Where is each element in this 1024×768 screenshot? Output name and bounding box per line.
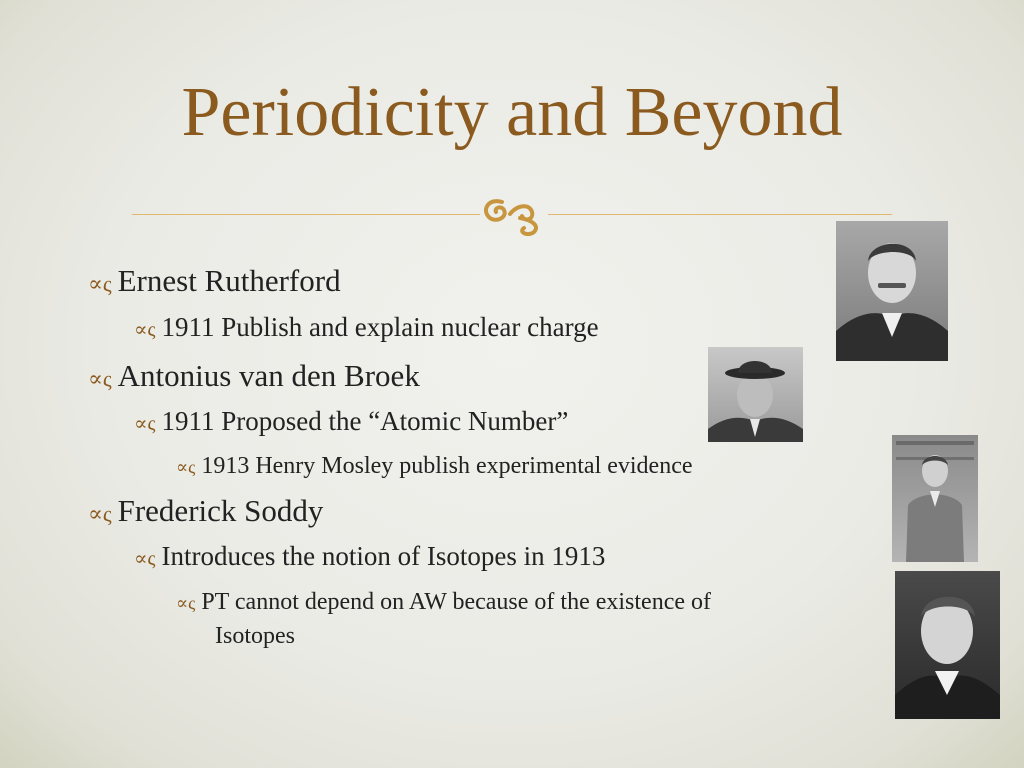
bullet-marker-icon: ∝ς <box>88 366 112 391</box>
title-rule-right <box>548 214 892 215</box>
bullet-level3-mosley <box>176 449 693 484</box>
bullet-level2-atomic-number <box>134 406 568 437</box>
slide-title: Periodicity and Beyond <box>181 74 843 151</box>
portrait-photo-van-den-broek <box>708 347 803 442</box>
bullet-text: Isotopes <box>215 623 295 649</box>
bullet-text: PT cannot depend on AW because of the existence of <box>201 589 712 615</box>
bullet-level2-isotopes <box>134 541 605 572</box>
bullet-marker-icon: ∝ς <box>176 457 196 477</box>
bullet-level1-soddy <box>88 493 323 529</box>
bullet-text: 1911 Proposed the “Atomic Number” <box>161 406 569 436</box>
bullet-marker-icon: ∝ς <box>134 413 156 435</box>
bullet-marker-icon: ∝ς <box>134 319 156 341</box>
bullet-level1-van-den-broek <box>88 358 420 394</box>
bullet-text: Frederick Soddy <box>117 493 324 528</box>
bullet-text: 1913 Henry Mosley publish experimental evidence <box>201 453 693 479</box>
bullet-marker-icon: ∝ς <box>88 501 112 526</box>
bullet-marker-icon: ∝ς <box>88 271 112 296</box>
portrait-photo-soddy <box>895 571 1000 719</box>
bullet-marker-icon: ∝ς <box>134 548 156 570</box>
bullet-text: Antonius van den Broek <box>117 358 420 393</box>
title-rule-left <box>132 214 480 215</box>
bullet-text: Introduces the notion of Isotopes in 1913 <box>161 541 606 571</box>
bullet-level3-pt-aw-continued <box>215 619 295 653</box>
bullet-marker-icon: ∝ς <box>176 593 196 613</box>
portrait-photo-mosley <box>892 435 978 562</box>
bullet-text: Ernest Rutherford <box>117 263 341 298</box>
bullet-level2-nuclear-charge <box>134 312 599 343</box>
bullet-level1-rutherford <box>88 263 341 299</box>
scroll-flourish-icon <box>480 188 546 238</box>
portrait-photo-rutherford <box>836 221 948 361</box>
bullet-text: 1911 Publish and explain nuclear charge <box>161 312 599 342</box>
bullet-level3-pt-aw <box>176 585 711 620</box>
